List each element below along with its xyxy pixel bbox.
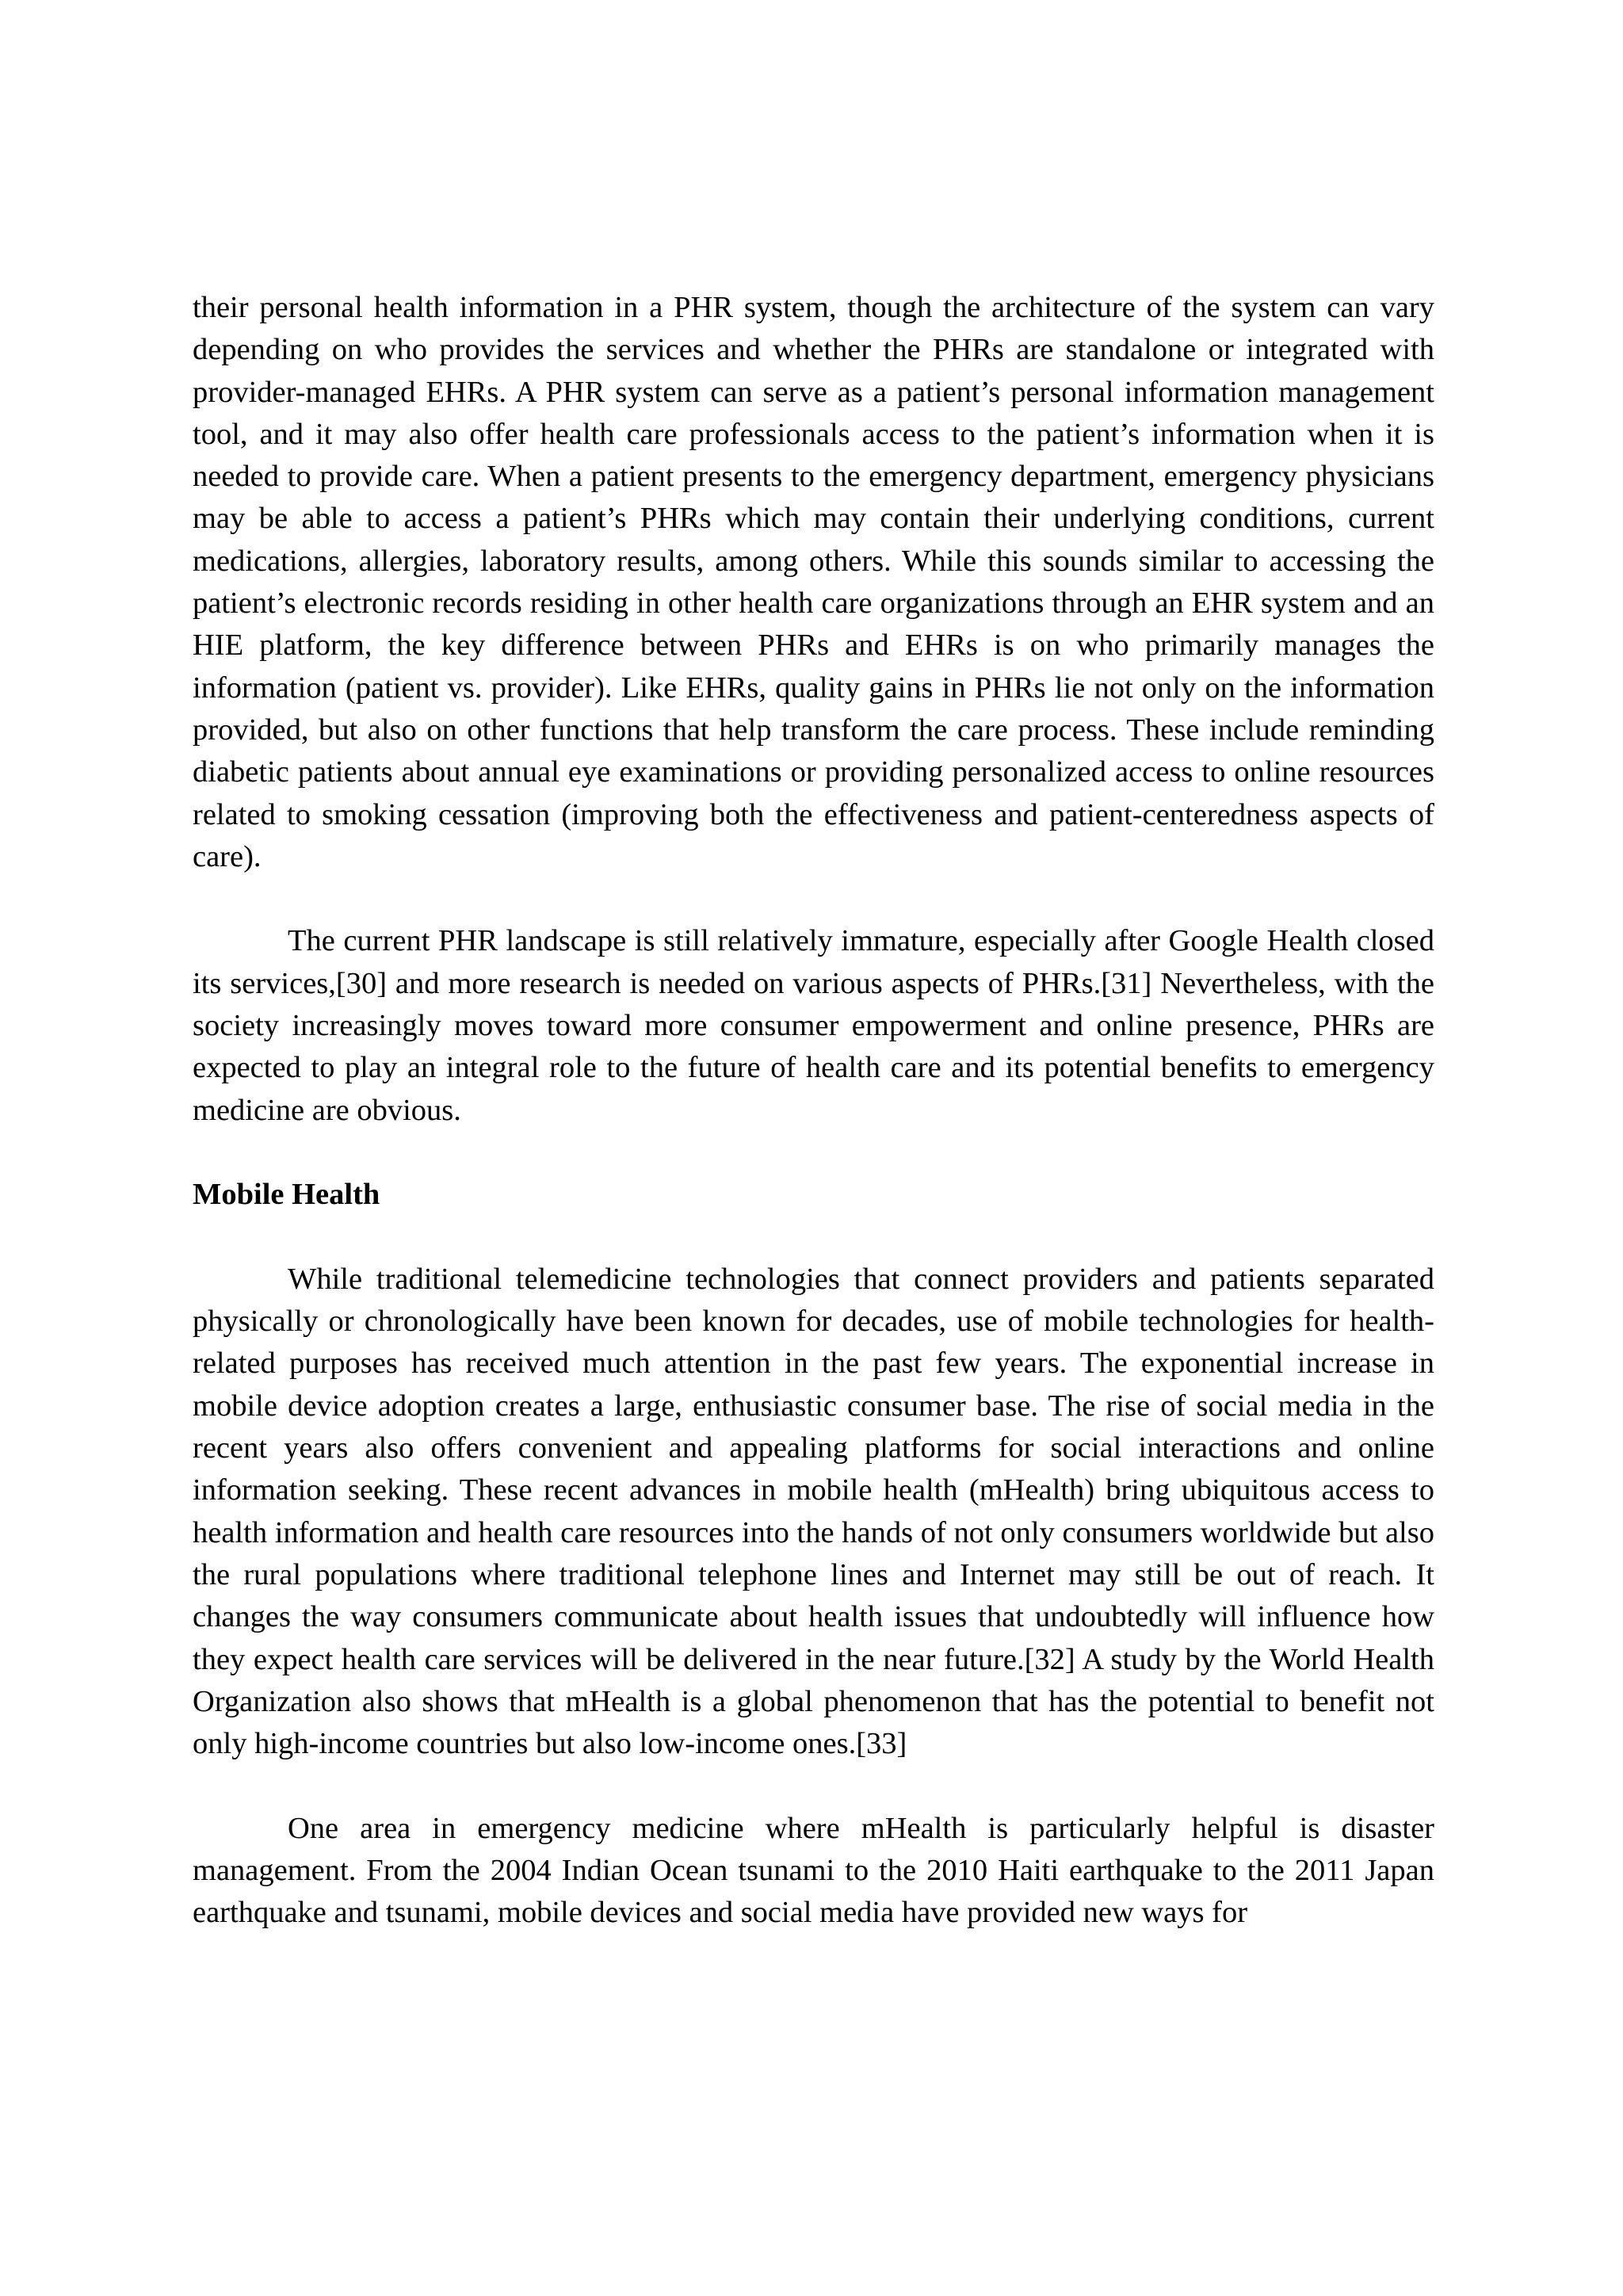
paragraph-phr-systems: their personal health information in a PHR system, though the architecture of the system can vary depending on who provides the services and whether the PHRs are standalone or integrated with provider-managed EHRs. A PHR system can serve as a patient’s personal information management tool, and it may also offer health care professionals access to the patient’s information when it is needed to provide care. When a patient presents to the emergency department, emergency physicians may be able to access a patient’s PHRs which may contain their underlying conditions, current medications, allergies, laboratory results, among others. While this sounds similar to accessing the patient’s electronic records residing in other health care organizations through an EHR system and an HIE platform, the key difference between PHRs and EHRs is on who primarily manages the information (patient vs. provider). Like EHRs, quality gains in PHRs lie not only on the information provided, but also on other functions that help transform the care process. These include reminding diabetic patients about annual eye examinations or providing personalized access to online resources related to smoking cessation (improving both the effectiveness and patient-centeredness aspects of care).	[193, 291, 1434, 873]
paragraph-spacer	[193, 1217, 1434, 1259]
paragraph-spacer	[193, 878, 1434, 920]
paragraph-spacer	[193, 1765, 1434, 1807]
document-body	[193, 287, 1434, 1935]
section-heading-mobile-health: Mobile Health	[193, 1178, 380, 1212]
paragraph-disaster-management: One area in emergency medicine where mHealth is particularly helpful is disaster management. From the 2004 Indian Ocean tsunami to the 2010 Haiti earthquake to the 2011 Japan earthquake and tsunami, mobile devices and social media have provided new ways for	[193, 1811, 1434, 1930]
paragraph-spacer	[193, 1132, 1434, 1174]
paragraph-phr-landscape: The current PHR landscape is still relatively immature, especially after Google Health closed its services,[30] and more research is needed on various aspects of PHRs.[31] Nevertheless, with the society increasingly moves toward more consumer empowerment and online presence, PHRs are expected to play an integral role to the future of health care and its potential benefits to emergency medicine are obvious.	[193, 924, 1434, 1127]
paragraph-mobile-health: While traditional telemedicine technologies that connect providers and patients separated physically or chronologically have been known for decades, use of mobile technologies for health-related purposes has received much attention in the past few years. The exponential increase in mobile device adoption creates a large, enthusiastic consumer base. The rise of social media in the recent years also offers convenient and appealing platforms for social interactions and online information seeking. These recent advances in mobile health (mHealth) bring ubiquitous access to health information and health care resources into the hands of not only consumers worldwide but also the rural populations where traditional telephone lines and Internet may still be out of reach. It changes the way consumers communicate about health issues that undoubtedly will influence how they expect health care services will be delivered in the near future.[32] A study by the World Health Organization also shows that mHealth is a global phenomenon that has the potential to benefit not only high-income countries but also low-income ones.[33]	[193, 1262, 1434, 1761]
